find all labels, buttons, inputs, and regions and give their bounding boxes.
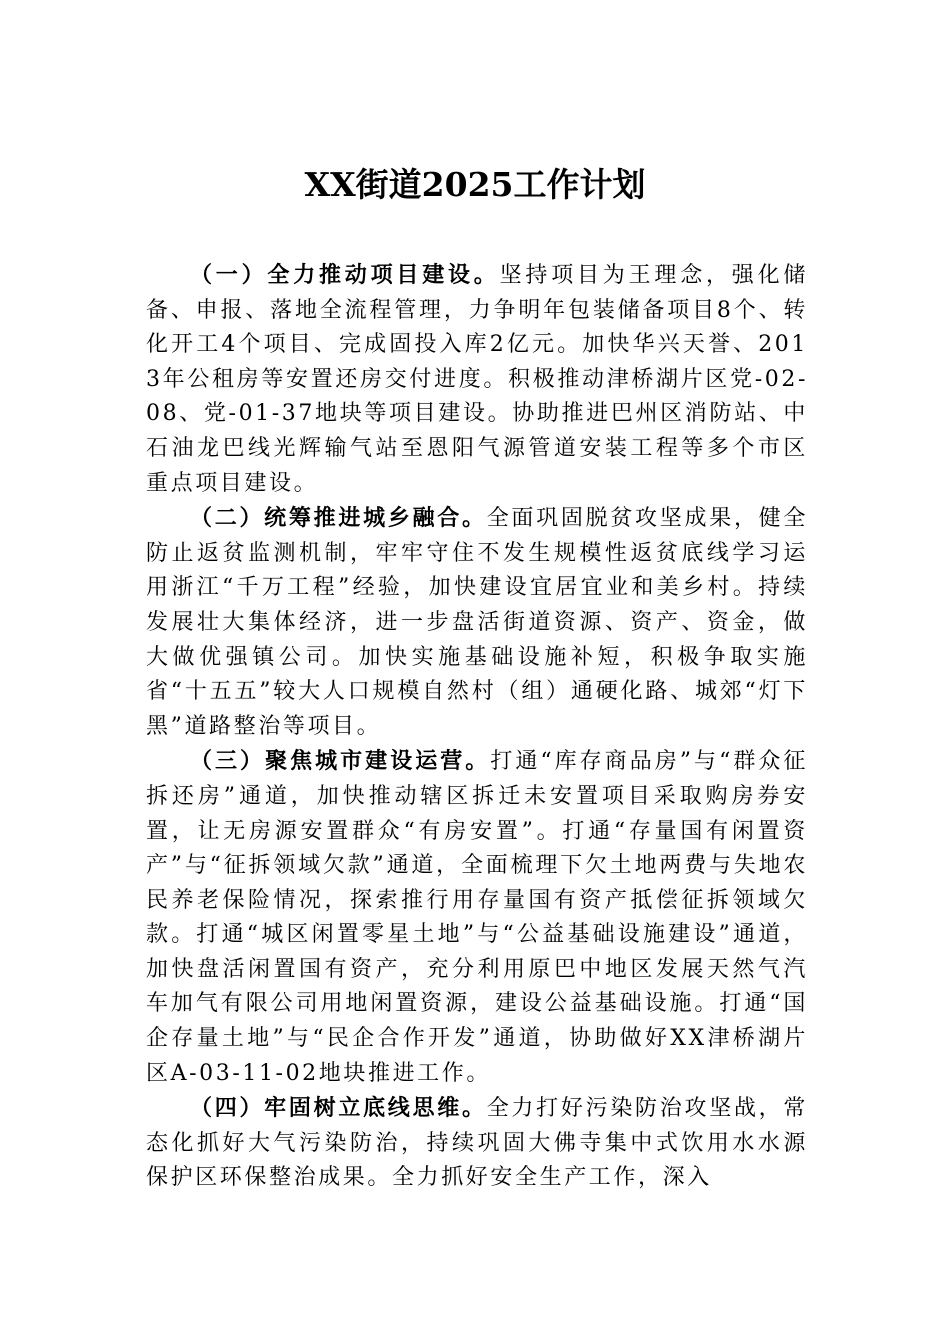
paragraph-3 <box>146 744 808 1091</box>
document-body <box>146 258 808 1196</box>
document-title: XX街道2025工作计划 <box>304 165 646 204</box>
paragraph-2 <box>146 501 808 744</box>
paragraph-heading: （四）牢固树立底线思维。 <box>190 1095 487 1122</box>
paragraph-heading: （一）全力推动项目建设。 <box>190 262 500 288</box>
paragraph-text: 坚持项目为王理念，强化储备、申报、落地全流程管理，力争明年包装储备项目8个、转化开工4个项目、完成固投入库2亿元。加快华兴天誉、2013年公租房等安置还房交付进度。积极推动津桥湖片区党-02-08、党-01-37地块等项目建设。协助推进巴州区消防站、中石油龙巴线光辉输气站至恩阳气源管道安装工程等多个市区重点项目建设。 <box>146 263 809 496</box>
paragraph-text: 全力打好污染防治攻坚战，常态化抓好大气污染防治，持续巩固大佛寺集中式饮用水水源保护区环保整治成果。全力抓好安全生产工作，深入 <box>146 1096 808 1191</box>
paragraph-text: 打通“库存商品房”与“群众征拆还房”通道，加快推动辖区拆迁未安置项目采取购房券安置，让无房源安置群众“有房安置”。打通“存量国有闲置资产”与“征拆领域欠款”通道，全面梳理下欠土地两费与失地农民养老保险情况，探索推行用存量国有资产抵偿征拆领域欠款。打通“城区闲置零星土地”与“公益基础设施建设”通道，加快盘活闲置国有资产，充分利用原巴中地区发展天然气汽车加气有限公司用地闲置资源，建设公益基础设施。打通“国企存量土地”与“民企合作开发”通道，协助做好XX津桥湖片区A-03-11-02地块推进工作。 <box>146 749 808 1086</box>
paragraph-heading: （二）统筹推进城乡融合。 <box>190 505 487 532</box>
paragraph-text: 全面巩固脱贫攻坚成果，健全防止返贫监测机制，牢牢守住不发生规模性返贫底线学习运用浙江“千万工程”经验，加快建设宜居宜业和美乡村。持续发展壮大集体经济，进一步盘活街道资源、资产、资金，做大做优强镇公司。加快实施基础设施补短，积极争取实施省“十五五”较大人口规模自然村（组）通硬化路、城郊“灯下黑”道路整治等项目。 <box>146 506 808 739</box>
paragraph-heading: （三）聚焦城市建设运营。 <box>190 748 491 775</box>
paragraph-4 <box>146 1091 808 1196</box>
paragraph-1 <box>146 258 808 501</box>
